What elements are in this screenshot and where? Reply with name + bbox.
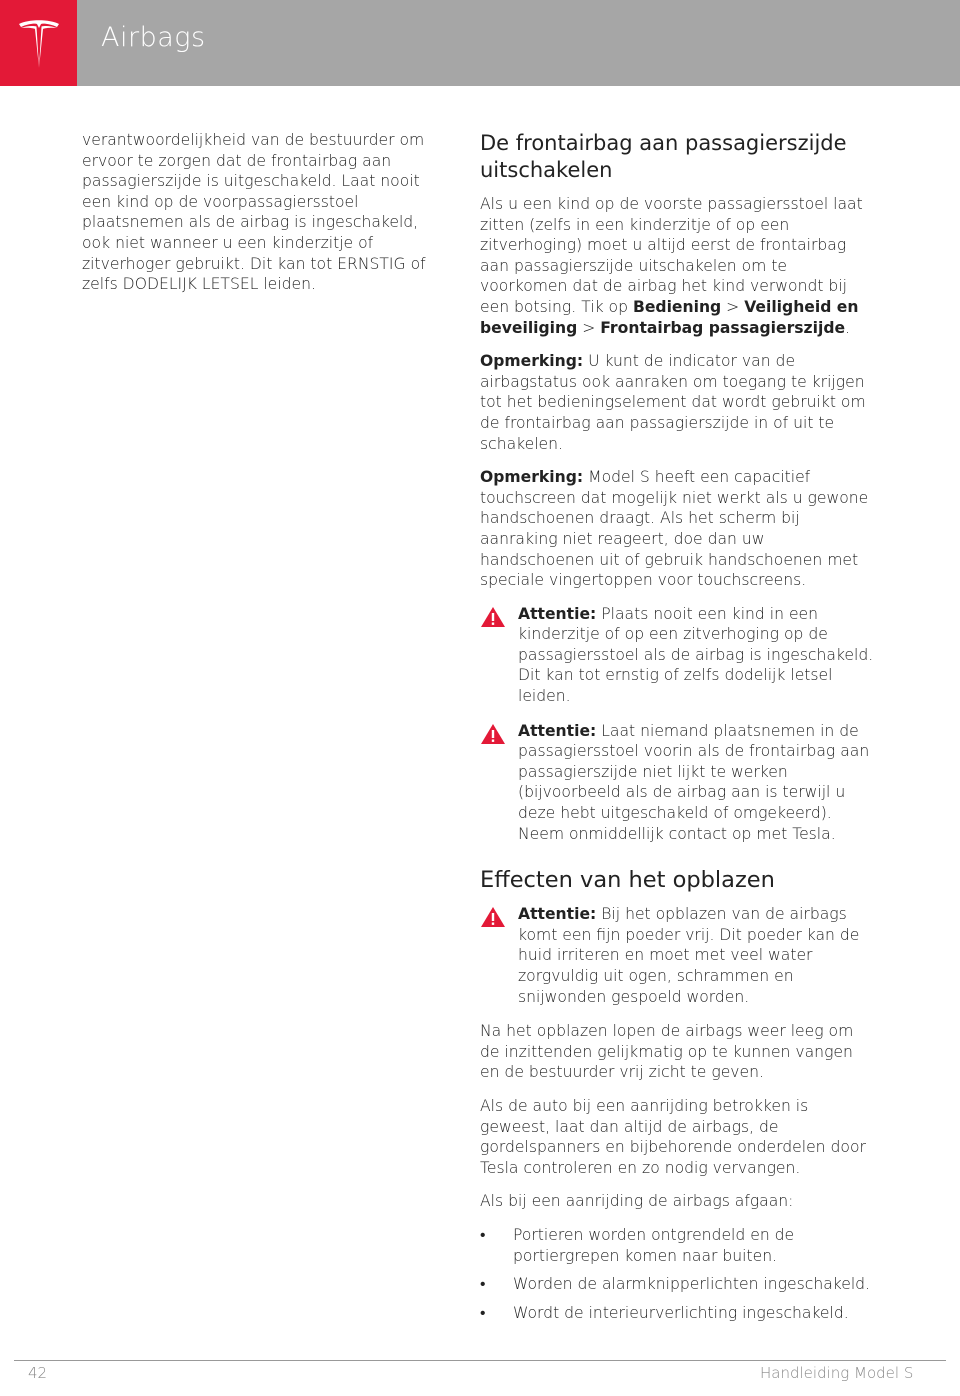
bullet-icon: • [480, 1303, 486, 1322]
tesla-logo [0, 0, 77, 86]
tesla-logo-icon [16, 16, 62, 70]
body-paragraph: verantwoordelijkheid van de bestuurder om ervoor te zorgen dat de frontairbag aan passagierszijde is uitgeschakeld. Laat nooit een kind op de voorpassagiersstoel plaatsnemen als de airbag is ingeschakeld, ook niet wanneer u een kinderzitje of zitverhoger gebruikt. Dit kan tot ERNSTIG of zelfs DODELIJK LETSEL leiden. [82, 131, 426, 294]
warning-text: Attentie: Bij het opblazen van de airbags komt een fijn poeder vrij. Dit poeder kan de huid irriteren en moet met veel water zorgvuldig uit ogen, schrammen en snijwonden gespoeld worden. [518, 905, 860, 1006]
warning-triangle-icon [480, 604, 518, 707]
warning-triangle-icon [480, 904, 518, 1007]
section-heading-inflation-effects: Effecten van het opblazen [480, 867, 775, 894]
body-paragraph: Als bij een aanrijding de airbags afgaan: [480, 1192, 794, 1211]
warning-text: Attentie: Plaats nooit een kind in een kinderzitje of op een zitverhoging op de passagiersstoel als de airbag is ingeschakeld. Dit kan tot ernstig of zelfs dodelijk letsel leiden. [518, 604, 874, 706]
instruction-paragraph: Als u een kind op de voorste passagiersstoel laat zitten (zelfs in een kinderzitje of op een zitverhoging) moet u altijd eerst de frontairbag aan passagierszijde uitschakelen om te voorkomen dat de airbag het kind verwondt bij een botsing. Tik op Bediening > Veiligheid en beveiliging > Frontairbag passagierszijde. [480, 195, 863, 337]
section-heading-disable-airbag: De frontairbag aan passagierszijde uitschakelen [480, 131, 847, 182]
page-title: Airbags [101, 22, 206, 53]
body-paragraph: Na het opblazen lopen de airbags weer leeg om de inzittenden gelijkmatig op te kunnen vangen en de bestuurder vrij zicht te geven. [480, 1022, 854, 1082]
page-header [0, 0, 960, 86]
bullet-list [480, 1225, 875, 1323]
warning-block [480, 904, 875, 1007]
manual-title: Handleiding Model S [760, 1364, 914, 1382]
list-item: • Portieren worden ontgrendeld en de portiergrepen komen naar buiten. [480, 1225, 795, 1265]
left-column [82, 130, 442, 308]
list-item: • Worden de alarmknipperlichten ingeschakeld. [480, 1275, 871, 1294]
warning-triangle-icon [480, 721, 518, 845]
list-item: • Wordt de interieurverlichting ingeschakeld. [480, 1303, 849, 1322]
note-paragraph: Opmerking: U kunt de indicator van de airbagstatus ook aanraken om toegang te krijgen tot het bedieningselement dat wordt gebruikt om de frontairbag aan passagierszijde in of uit te schakelen. [480, 352, 866, 453]
warning-block [480, 604, 875, 707]
warning-text: Attentie: Laat niemand plaatsnemen in de passagiersstoel voorin als de frontairbag aan passagierszijde niet lijkt te werken (bijvoorbeeld als de airbag aan is terwijl u deze hebt uitgeschakeld of omgekeerd). Neem onmiddellijk contact op met Tesla. [518, 721, 870, 843]
bullet-icon: • [480, 1275, 486, 1294]
warning-block [480, 721, 875, 845]
footer-divider [14, 1360, 946, 1361]
right-column [480, 130, 875, 1331]
page-number: 42 [28, 1364, 48, 1382]
body-paragraph: Als de auto bij een aanrijding betrokken is geweest, laat dan altijd de airbags, de gordelspanners en bijbehorende onderdelen door Tesla controleren en zo nodig vervangen. [480, 1096, 866, 1177]
bullet-icon: • [480, 1225, 486, 1244]
note-paragraph: Opmerking: Model S heeft een capacitief touchscreen dat mogelijk niet werkt als u gewone handschoenen draagt. Als het scherm bij aanraking niet reageert, doe dan uw handschoenen uit of gebruik handschoenen met speciale vingertoppen voor touchscreens. [480, 468, 869, 590]
